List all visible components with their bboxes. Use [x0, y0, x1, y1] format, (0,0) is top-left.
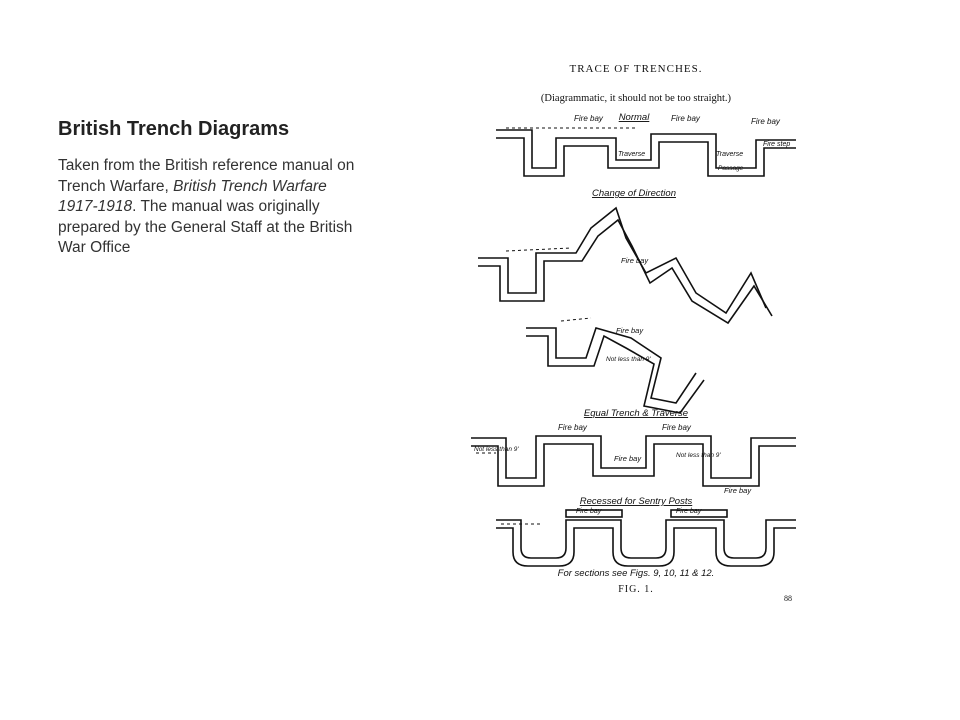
equal-fire-bay-2: Fire bay	[614, 454, 642, 463]
recessed-fire-bay-1: Fire bay	[576, 508, 602, 515]
change-direction-trench	[478, 208, 772, 323]
zigzag-fire-bay: Fire bay	[616, 326, 644, 335]
trench-diagram-figure	[466, 58, 806, 608]
equal-fire-bay-3: Fire bay	[662, 423, 691, 432]
body-book-title: British Trench Warfare 1917-1918	[58, 177, 327, 215]
sections-note: For sections see Figs. 9, 10, 11 & 12.	[557, 568, 715, 579]
body-lead: Taken from the British reference manual on Trench Warfare,	[58, 157, 355, 195]
normal-fire-step: Fire step	[763, 141, 791, 148]
normal-label: Normal	[618, 112, 650, 123]
normal-traverse-2: Traverse	[716, 151, 744, 158]
normal-fire-bay-1: Fire bay	[574, 114, 603, 123]
zigzag-not-less: Not less than 9'	[606, 356, 651, 363]
recessed-fire-bay-2: Fire bay	[676, 508, 702, 515]
change-fire-bay: Fire bay	[621, 256, 649, 265]
normal-traverse-1: Traverse	[618, 151, 646, 158]
normal-trench	[496, 128, 796, 176]
figure-heading: TRACE OF TRENCHES.	[569, 63, 703, 75]
page-number: 88	[784, 594, 792, 603]
figure-subheading: (Diagrammatic, it should not be too straight.)	[540, 93, 732, 104]
equal-not-less-2: Not less than 9'	[676, 452, 721, 459]
recessed-trench	[496, 510, 796, 566]
change-direction-label: Change of Direction	[592, 188, 676, 199]
slide-body	[58, 156, 363, 259]
equal-fire-bay-1: Fire bay	[558, 423, 587, 432]
equal-not-less-1: Not less than 9'	[474, 446, 519, 453]
body-tail: . The manual was originally prepared by the General Staff at the British War Office	[58, 198, 353, 256]
slide-title: British Trench Diagrams	[58, 118, 290, 140]
equal-fire-bay-4: Fire bay	[724, 486, 752, 495]
equal-trench-label: Equal Trench & Traverse	[583, 408, 689, 419]
normal-passage: Passage	[718, 165, 744, 172]
trench-diagram-svg	[466, 58, 806, 608]
fig-label: FIG. 1.	[618, 584, 654, 595]
recessed-label: Recessed for Sentry Posts	[579, 496, 693, 507]
normal-fire-bay-3: Fire bay	[751, 117, 780, 126]
zigzag-trench	[526, 318, 704, 413]
normal-fire-bay-2: Fire bay	[671, 114, 700, 123]
